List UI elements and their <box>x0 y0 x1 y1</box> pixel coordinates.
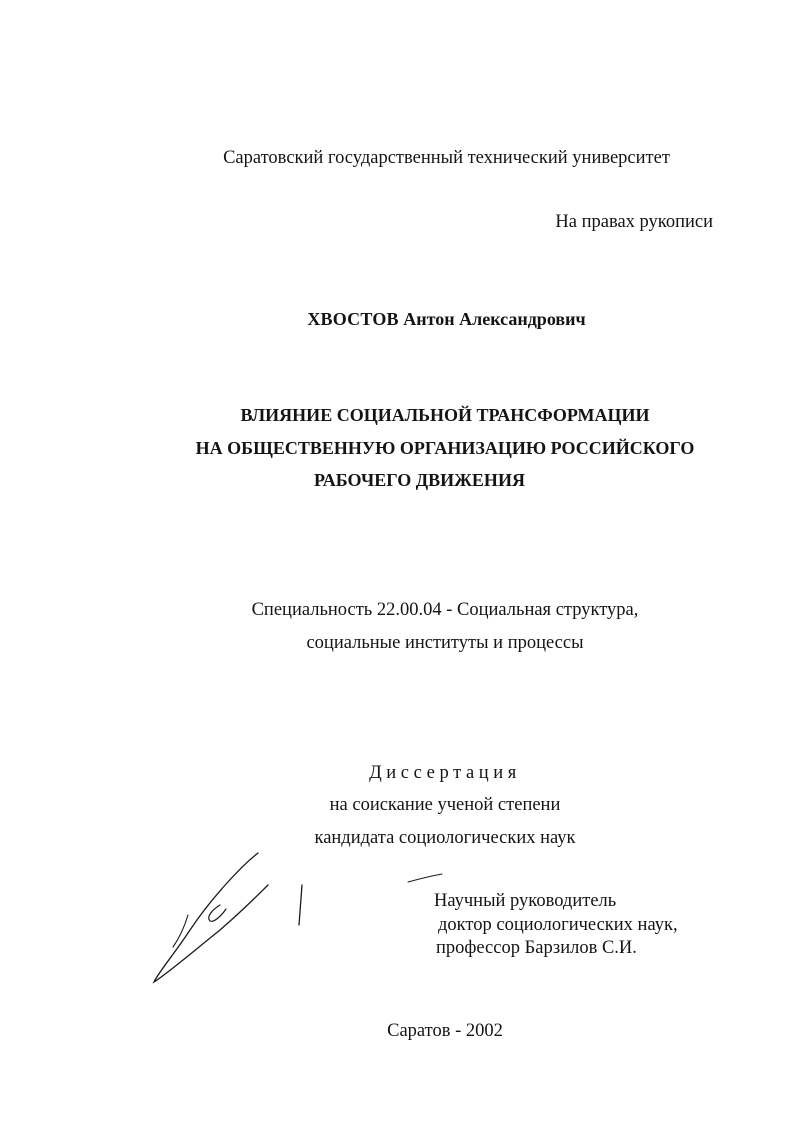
city-year: Саратов - 2002 <box>387 1021 503 1041</box>
signature-image <box>140 845 340 995</box>
specialty-line-2: социальные институты и процессы <box>306 633 584 653</box>
author-name <box>0 308 793 330</box>
degree-line-1: на соискание ученой степени <box>329 795 561 815</box>
supervisor-role: Научный руководитель <box>434 891 617 911</box>
author-surname: ХВОСТОВ <box>307 309 399 329</box>
title-line-3: РАБОЧЕГО ДВИЖЕНИЯ <box>314 470 525 490</box>
manuscript-note: На правах рукописи <box>555 212 713 232</box>
author-given-names: Антон Александрович <box>403 309 586 329</box>
supervisor-name: профессор Барзилов С.И. <box>436 938 637 958</box>
title-line-2: НА ОБЩЕСТВЕННУЮ ОРГАНИЗАЦИЮ РОССИЙСКОГО <box>195 438 695 458</box>
title-line-1: ВЛИЯНИЕ СОЦИАЛЬНОЙ ТРАНСФОРМАЦИИ <box>240 405 650 425</box>
pen-mark <box>405 870 445 886</box>
supervisor-degree: доктор социологических наук, <box>438 915 678 935</box>
university-name: Саратовский государственный технический университет <box>223 148 670 168</box>
degree-line-2: кандидата социологических наук <box>314 828 576 848</box>
dissertation-label: Диссертация <box>369 763 521 783</box>
specialty-line-1: Специальность 22.00.04 - Социальная структура, <box>251 600 639 620</box>
